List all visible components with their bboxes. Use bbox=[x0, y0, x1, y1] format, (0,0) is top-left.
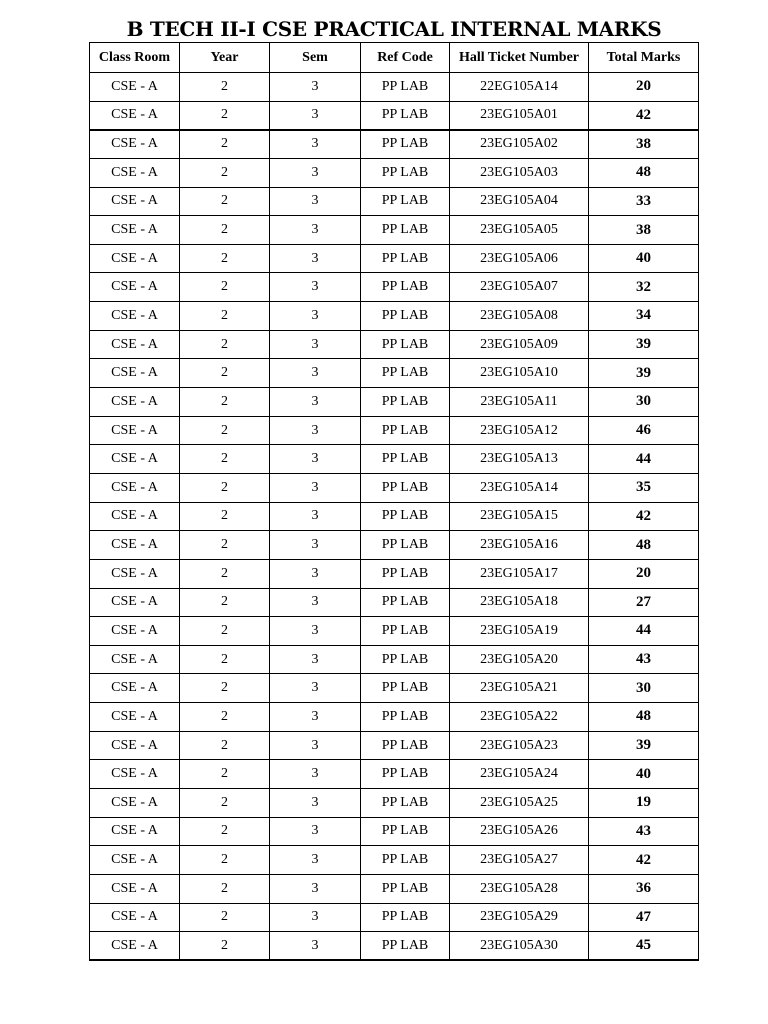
cell-ref-code: PP LAB bbox=[361, 932, 450, 961]
cell-sem: 3 bbox=[270, 130, 361, 159]
table-row bbox=[90, 101, 699, 130]
cell-hall-ticket-number: 23EG105A23 bbox=[450, 731, 589, 760]
cell-year: 2 bbox=[180, 817, 270, 846]
cell-hall-ticket-number: 23EG105A03 bbox=[450, 158, 589, 187]
table-row bbox=[90, 416, 699, 445]
cell-class-room: CSE - A bbox=[90, 187, 180, 216]
cell-ref-code: PP LAB bbox=[361, 244, 450, 273]
table-row bbox=[90, 559, 699, 588]
header-total-marks: Total Marks bbox=[589, 43, 699, 73]
cell-total-marks: 43 bbox=[589, 817, 699, 846]
cell-year: 2 bbox=[180, 903, 270, 932]
cell-ref-code: PP LAB bbox=[361, 588, 450, 617]
cell-year: 2 bbox=[180, 703, 270, 732]
cell-ref-code: PP LAB bbox=[361, 302, 450, 331]
cell-sem: 3 bbox=[270, 760, 361, 789]
cell-class-room: CSE - A bbox=[90, 388, 180, 417]
cell-ref-code: PP LAB bbox=[361, 101, 450, 130]
cell-ref-code: PP LAB bbox=[361, 445, 450, 474]
cell-total-marks: 47 bbox=[589, 903, 699, 932]
table-row bbox=[90, 502, 699, 531]
cell-ref-code: PP LAB bbox=[361, 273, 450, 302]
cell-class-room: CSE - A bbox=[90, 101, 180, 130]
cell-hall-ticket-number: 23EG105A28 bbox=[450, 874, 589, 903]
table-row bbox=[90, 302, 699, 331]
cell-total-marks: 39 bbox=[589, 330, 699, 359]
cell-hall-ticket-number: 23EG105A06 bbox=[450, 244, 589, 273]
cell-ref-code: PP LAB bbox=[361, 73, 450, 102]
cell-sem: 3 bbox=[270, 101, 361, 130]
cell-total-marks: 48 bbox=[589, 531, 699, 560]
table-row bbox=[90, 158, 699, 187]
cell-sem: 3 bbox=[270, 388, 361, 417]
cell-ref-code: PP LAB bbox=[361, 531, 450, 560]
cell-year: 2 bbox=[180, 273, 270, 302]
cell-hall-ticket-number: 23EG105A13 bbox=[450, 445, 589, 474]
cell-ref-code: PP LAB bbox=[361, 903, 450, 932]
cell-total-marks: 32 bbox=[589, 273, 699, 302]
table-row bbox=[90, 760, 699, 789]
cell-class-room: CSE - A bbox=[90, 932, 180, 961]
cell-hall-ticket-number: 23EG105A12 bbox=[450, 416, 589, 445]
cell-total-marks: 35 bbox=[589, 473, 699, 502]
table-row bbox=[90, 731, 699, 760]
cell-class-room: CSE - A bbox=[90, 789, 180, 818]
cell-ref-code: PP LAB bbox=[361, 760, 450, 789]
cell-hall-ticket-number: 23EG105A18 bbox=[450, 588, 589, 617]
cell-class-room: CSE - A bbox=[90, 760, 180, 789]
cell-sem: 3 bbox=[270, 445, 361, 474]
cell-class-room: CSE - A bbox=[90, 674, 180, 703]
cell-sem: 3 bbox=[270, 531, 361, 560]
table-row bbox=[90, 617, 699, 646]
cell-hall-ticket-number: 23EG105A04 bbox=[450, 187, 589, 216]
cell-total-marks: 30 bbox=[589, 388, 699, 417]
cell-sem: 3 bbox=[270, 187, 361, 216]
cell-sem: 3 bbox=[270, 617, 361, 646]
cell-year: 2 bbox=[180, 388, 270, 417]
cell-ref-code: PP LAB bbox=[361, 130, 450, 159]
table-header-row bbox=[90, 43, 699, 73]
cell-year: 2 bbox=[180, 244, 270, 273]
cell-sem: 3 bbox=[270, 473, 361, 502]
cell-hall-ticket-number: 23EG105A22 bbox=[450, 703, 589, 732]
cell-sem: 3 bbox=[270, 731, 361, 760]
cell-class-room: CSE - A bbox=[90, 731, 180, 760]
table-row bbox=[90, 789, 699, 818]
cell-year: 2 bbox=[180, 502, 270, 531]
cell-total-marks: 27 bbox=[589, 588, 699, 617]
cell-year: 2 bbox=[180, 73, 270, 102]
cell-hall-ticket-number: 23EG105A19 bbox=[450, 617, 589, 646]
cell-year: 2 bbox=[180, 674, 270, 703]
cell-year: 2 bbox=[180, 158, 270, 187]
cell-year: 2 bbox=[180, 760, 270, 789]
cell-total-marks: 44 bbox=[589, 617, 699, 646]
cell-ref-code: PP LAB bbox=[361, 388, 450, 417]
cell-ref-code: PP LAB bbox=[361, 502, 450, 531]
cell-ref-code: PP LAB bbox=[361, 416, 450, 445]
cell-ref-code: PP LAB bbox=[361, 731, 450, 760]
cell-sem: 3 bbox=[270, 817, 361, 846]
cell-hall-ticket-number: 23EG105A10 bbox=[450, 359, 589, 388]
cell-class-room: CSE - A bbox=[90, 617, 180, 646]
header-class-room: Class Room bbox=[90, 43, 180, 73]
cell-total-marks: 46 bbox=[589, 416, 699, 445]
table-row bbox=[90, 445, 699, 474]
cell-class-room: CSE - A bbox=[90, 703, 180, 732]
cell-total-marks: 42 bbox=[589, 101, 699, 130]
cell-ref-code: PP LAB bbox=[361, 674, 450, 703]
cell-total-marks: 34 bbox=[589, 302, 699, 331]
table-row bbox=[90, 588, 699, 617]
cell-year: 2 bbox=[180, 416, 270, 445]
cell-year: 2 bbox=[180, 130, 270, 159]
cell-year: 2 bbox=[180, 445, 270, 474]
table-row bbox=[90, 531, 699, 560]
cell-hall-ticket-number: 23EG105A24 bbox=[450, 760, 589, 789]
table-row bbox=[90, 645, 699, 674]
cell-sem: 3 bbox=[270, 846, 361, 875]
cell-sem: 3 bbox=[270, 244, 361, 273]
cell-hall-ticket-number: 23EG105A11 bbox=[450, 388, 589, 417]
cell-year: 2 bbox=[180, 846, 270, 875]
cell-sem: 3 bbox=[270, 874, 361, 903]
table-row bbox=[90, 273, 699, 302]
cell-year: 2 bbox=[180, 645, 270, 674]
cell-hall-ticket-number: 23EG105A29 bbox=[450, 903, 589, 932]
cell-total-marks: 42 bbox=[589, 502, 699, 531]
cell-class-room: CSE - A bbox=[90, 903, 180, 932]
cell-class-room: CSE - A bbox=[90, 502, 180, 531]
cell-class-room: CSE - A bbox=[90, 559, 180, 588]
cell-total-marks: 39 bbox=[589, 731, 699, 760]
cell-total-marks: 43 bbox=[589, 645, 699, 674]
cell-total-marks: 48 bbox=[589, 158, 699, 187]
cell-year: 2 bbox=[180, 617, 270, 646]
cell-total-marks: 36 bbox=[589, 874, 699, 903]
cell-year: 2 bbox=[180, 731, 270, 760]
cell-hall-ticket-number: 23EG105A21 bbox=[450, 674, 589, 703]
table-row bbox=[90, 903, 699, 932]
cell-year: 2 bbox=[180, 216, 270, 245]
cell-total-marks: 20 bbox=[589, 73, 699, 102]
cell-sem: 3 bbox=[270, 359, 361, 388]
cell-sem: 3 bbox=[270, 932, 361, 961]
table-row bbox=[90, 703, 699, 732]
cell-year: 2 bbox=[180, 559, 270, 588]
cell-total-marks: 33 bbox=[589, 187, 699, 216]
cell-total-marks: 48 bbox=[589, 703, 699, 732]
cell-class-room: CSE - A bbox=[90, 817, 180, 846]
cell-total-marks: 45 bbox=[589, 932, 699, 961]
cell-hall-ticket-number: 23EG105A27 bbox=[450, 846, 589, 875]
cell-sem: 3 bbox=[270, 789, 361, 818]
cell-year: 2 bbox=[180, 187, 270, 216]
cell-class-room: CSE - A bbox=[90, 846, 180, 875]
table-row bbox=[90, 674, 699, 703]
header-sem: Sem bbox=[270, 43, 361, 73]
cell-sem: 3 bbox=[270, 416, 361, 445]
cell-year: 2 bbox=[180, 531, 270, 560]
cell-hall-ticket-number: 23EG105A09 bbox=[450, 330, 589, 359]
cell-year: 2 bbox=[180, 874, 270, 903]
cell-year: 2 bbox=[180, 359, 270, 388]
cell-class-room: CSE - A bbox=[90, 302, 180, 331]
cell-year: 2 bbox=[180, 789, 270, 818]
cell-hall-ticket-number: 23EG105A08 bbox=[450, 302, 589, 331]
cell-hall-ticket-number: 23EG105A15 bbox=[450, 502, 589, 531]
table-row bbox=[90, 874, 699, 903]
cell-ref-code: PP LAB bbox=[361, 874, 450, 903]
cell-sem: 3 bbox=[270, 903, 361, 932]
cell-class-room: CSE - A bbox=[90, 473, 180, 502]
cell-ref-code: PP LAB bbox=[361, 617, 450, 646]
cell-class-room: CSE - A bbox=[90, 130, 180, 159]
table-row bbox=[90, 244, 699, 273]
marks-table bbox=[89, 42, 699, 961]
cell-hall-ticket-number: 23EG105A20 bbox=[450, 645, 589, 674]
cell-hall-ticket-number: 23EG105A01 bbox=[450, 101, 589, 130]
cell-ref-code: PP LAB bbox=[361, 789, 450, 818]
cell-hall-ticket-number: 23EG105A07 bbox=[450, 273, 589, 302]
cell-class-room: CSE - A bbox=[90, 874, 180, 903]
header-hall-ticket-number: Hall Ticket Number bbox=[450, 43, 589, 73]
cell-hall-ticket-number: 23EG105A14 bbox=[450, 473, 589, 502]
cell-total-marks: 30 bbox=[589, 674, 699, 703]
cell-sem: 3 bbox=[270, 216, 361, 245]
cell-year: 2 bbox=[180, 302, 270, 331]
table-row bbox=[90, 130, 699, 159]
cell-hall-ticket-number: 23EG105A05 bbox=[450, 216, 589, 245]
cell-sem: 3 bbox=[270, 588, 361, 617]
cell-total-marks: 38 bbox=[589, 216, 699, 245]
cell-year: 2 bbox=[180, 932, 270, 961]
cell-ref-code: PP LAB bbox=[361, 330, 450, 359]
cell-hall-ticket-number: 23EG105A30 bbox=[450, 932, 589, 961]
cell-hall-ticket-number: 23EG105A17 bbox=[450, 559, 589, 588]
cell-total-marks: 39 bbox=[589, 359, 699, 388]
cell-ref-code: PP LAB bbox=[361, 216, 450, 245]
page-title: B TECH II-I CSE PRACTICAL INTERNAL MARKS bbox=[126, 17, 662, 41]
table-row bbox=[90, 187, 699, 216]
cell-year: 2 bbox=[180, 473, 270, 502]
cell-sem: 3 bbox=[270, 302, 361, 331]
table-row bbox=[90, 846, 699, 875]
cell-class-room: CSE - A bbox=[90, 73, 180, 102]
cell-ref-code: PP LAB bbox=[361, 187, 450, 216]
table-row bbox=[90, 388, 699, 417]
cell-hall-ticket-number: 23EG105A02 bbox=[450, 130, 589, 159]
cell-class-room: CSE - A bbox=[90, 588, 180, 617]
cell-sem: 3 bbox=[270, 703, 361, 732]
cell-class-room: CSE - A bbox=[90, 216, 180, 245]
table-row bbox=[90, 216, 699, 245]
cell-sem: 3 bbox=[270, 158, 361, 187]
cell-total-marks: 19 bbox=[589, 789, 699, 818]
cell-ref-code: PP LAB bbox=[361, 703, 450, 732]
cell-sem: 3 bbox=[270, 559, 361, 588]
cell-sem: 3 bbox=[270, 330, 361, 359]
cell-year: 2 bbox=[180, 101, 270, 130]
table-row bbox=[90, 359, 699, 388]
cell-class-room: CSE - A bbox=[90, 445, 180, 474]
cell-class-room: CSE - A bbox=[90, 273, 180, 302]
cell-hall-ticket-number: 23EG105A25 bbox=[450, 789, 589, 818]
cell-sem: 3 bbox=[270, 645, 361, 674]
cell-ref-code: PP LAB bbox=[361, 645, 450, 674]
cell-total-marks: 38 bbox=[589, 130, 699, 159]
cell-year: 2 bbox=[180, 330, 270, 359]
cell-class-room: CSE - A bbox=[90, 645, 180, 674]
cell-hall-ticket-number: 23EG105A26 bbox=[450, 817, 589, 846]
table-row bbox=[90, 330, 699, 359]
table-row bbox=[90, 932, 699, 961]
cell-class-room: CSE - A bbox=[90, 359, 180, 388]
cell-ref-code: PP LAB bbox=[361, 158, 450, 187]
cell-class-room: CSE - A bbox=[90, 330, 180, 359]
header-ref-code: Ref Code bbox=[361, 43, 450, 73]
cell-total-marks: 20 bbox=[589, 559, 699, 588]
cell-class-room: CSE - A bbox=[90, 531, 180, 560]
cell-class-room: CSE - A bbox=[90, 416, 180, 445]
cell-ref-code: PP LAB bbox=[361, 846, 450, 875]
cell-ref-code: PP LAB bbox=[361, 817, 450, 846]
cell-ref-code: PP LAB bbox=[361, 359, 450, 388]
cell-sem: 3 bbox=[270, 674, 361, 703]
cell-ref-code: PP LAB bbox=[361, 559, 450, 588]
cell-hall-ticket-number: 23EG105A16 bbox=[450, 531, 589, 560]
cell-total-marks: 44 bbox=[589, 445, 699, 474]
cell-ref-code: PP LAB bbox=[361, 473, 450, 502]
cell-total-marks: 40 bbox=[589, 244, 699, 273]
cell-hall-ticket-number: 22EG105A14 bbox=[450, 73, 589, 102]
cell-total-marks: 40 bbox=[589, 760, 699, 789]
header-year: Year bbox=[180, 43, 270, 73]
cell-sem: 3 bbox=[270, 273, 361, 302]
cell-class-room: CSE - A bbox=[90, 244, 180, 273]
table-row bbox=[90, 473, 699, 502]
table-row bbox=[90, 817, 699, 846]
cell-class-room: CSE - A bbox=[90, 158, 180, 187]
cell-sem: 3 bbox=[270, 73, 361, 102]
cell-total-marks: 42 bbox=[589, 846, 699, 875]
cell-year: 2 bbox=[180, 588, 270, 617]
cell-sem: 3 bbox=[270, 502, 361, 531]
table-row bbox=[90, 73, 699, 102]
